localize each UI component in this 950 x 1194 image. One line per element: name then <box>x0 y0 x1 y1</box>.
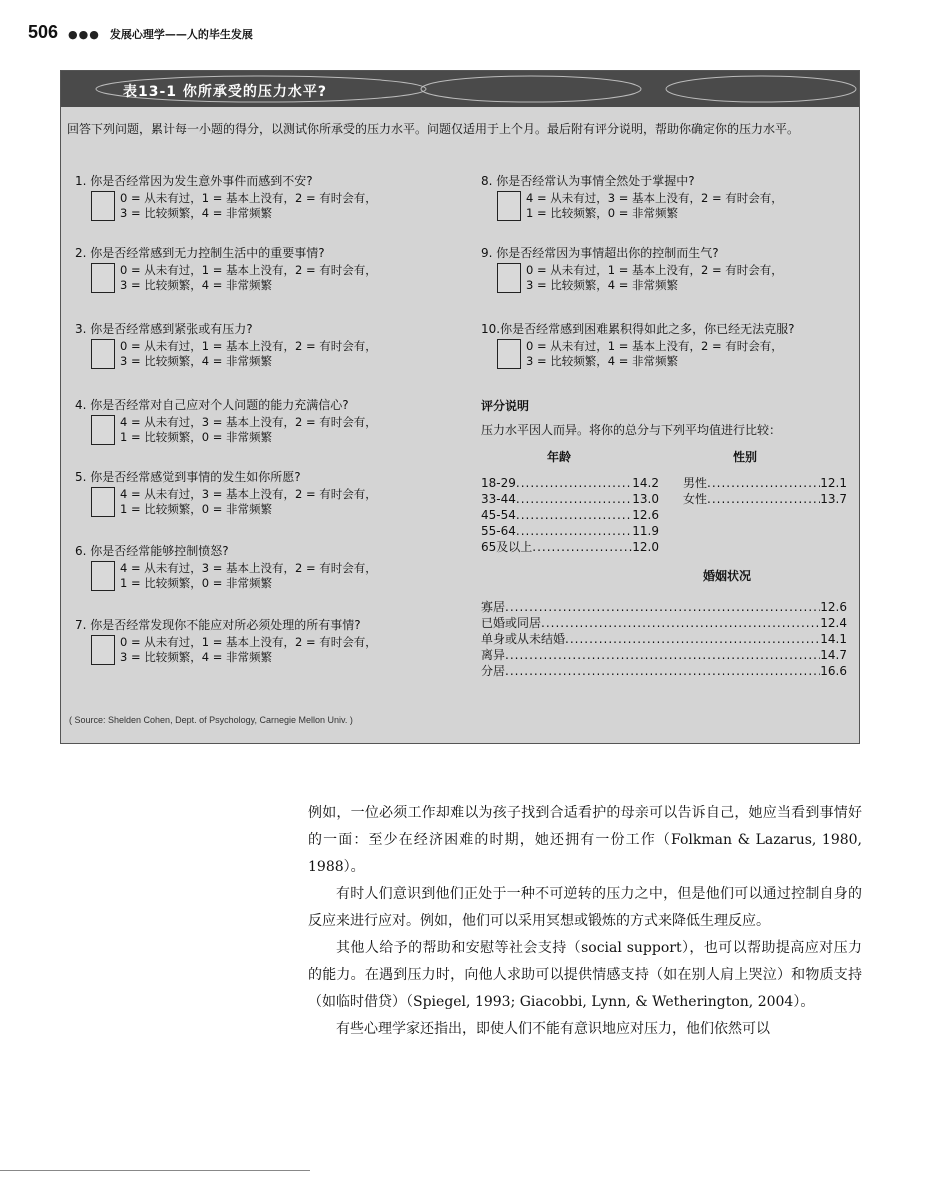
answer-box[interactable] <box>497 263 521 293</box>
paragraph: 例如，一位必须工作却难以为孩子找到合适看护的母亲可以告诉自己，她应当看到事情好的一面：至少在经济困难的时期，她还拥有一份工作（Folkman & Lazarus, 1980, 1988）。 <box>308 805 862 875</box>
answer-box[interactable] <box>91 561 115 591</box>
running-title: 发展心理学——人的毕生发展 <box>109 28 253 41</box>
question-3: 3. 你是否经常感到紧张或有压力? 0 = 从未有过，1 = 基本上没有，2 = 有时会有， 3 = 比较频繁，4 = 非常频繁 <box>75 322 377 368</box>
paragraph: 其他人给予的帮助和安慰等社会支持（social support），也可以帮助提高应对压力的能力。在遇到压力时，向他人求助可以提供情感支持（如在别人肩上哭泣）和物质支持（如临时借贷）（Spiegel, 1993; Giacobbi, Lynn, & Wetherington, 2004）。 <box>308 940 862 1010</box>
page-number: 506 <box>28 22 59 42</box>
gender-row: 女性 ..... 13.7 <box>683 491 847 507</box>
table-source: ( Source: Shelden Cohen, Dept. of Psychology, Carnegie Mellon Univ. ) <box>69 715 353 725</box>
header-dots: ●●● <box>68 28 100 41</box>
marital-row: 分居 ..... 16.6 <box>481 663 847 679</box>
answer-box[interactable] <box>91 191 115 221</box>
answer-box[interactable] <box>91 263 115 293</box>
stress-table-box <box>60 70 860 744</box>
question-9: 9. 你是否经常因为事情超出你的控制而生气? 0 = 从未有过，1 = 基本上没有，2 = 有时会有， 3 = 比较频繁，4 = 非常频繁 <box>481 246 783 292</box>
question-7: 7. 你是否经常发现你不能应对所必须处理的所有事情? 0 = 从未有过，1 = 基本上没有，2 = 有时会有， 3 = 比较频繁，4 = 非常频繁 <box>75 618 377 664</box>
question-5: 5. 你是否经常感觉到事情的发生如你所愿? 4 = 从未有过，3 = 基本上没有，2 = 有时会有， 1 = 比较频繁，0 = 非常频繁 <box>75 470 377 516</box>
gender-row: 男性 ..... 12.1 <box>683 475 847 491</box>
question-10: 10.你是否经常感到困难累积得如此之多，你已经无法克服? 0 = 从未有过，1 = 基本上没有，2 = 有时会有， 3 = 比较频繁，4 = 非常频繁 <box>481 322 795 368</box>
question-2: 2. 你是否经常感到无力控制生活中的重要事情? 0 = 从未有过，1 = 基本上没有，2 = 有时会有， 3 = 比较频繁，4 = 非常频繁 <box>75 246 377 292</box>
answer-box[interactable] <box>497 339 521 369</box>
question-8: 8. 你是否经常认为事情全然处于掌握中? 4 = 从未有过，3 = 基本上没有，2 = 有时会有， 1 = 比较频繁，0 = 非常频繁 <box>481 174 783 220</box>
question-4: 4. 你是否经常对自己应对个人问题的能力充满信心? 4 = 从未有过，3 = 基本上没有，2 = 有时会有， 1 = 比较频繁，0 = 非常频繁 <box>75 398 377 444</box>
table-intro: 回答下列问题，累计每一小题的得分，以测试你所承受的压力水平。问题仅适用于上个月。最后附有评分说明，帮助你确定你的压力水平。 <box>67 122 800 136</box>
table-title-bar <box>61 71 859 107</box>
scoring-title: 评分说明 <box>481 399 530 413</box>
answer-box[interactable] <box>497 191 521 221</box>
footer-rule <box>0 1170 310 1171</box>
page-header <box>28 22 253 43</box>
answer-box[interactable] <box>91 415 115 445</box>
table-title: 表13-1 你所承受的压力水平? <box>123 84 328 100</box>
marital-row: 单身或从未结婚 ..... 14.1 <box>481 631 847 647</box>
body-text <box>308 800 862 1043</box>
marital-row: 寡居 ..... 12.6 <box>481 599 847 615</box>
age-row: 55-64 ..... 11.9 <box>481 523 659 539</box>
scoring-desc: 压力水平因人而异。将你的总分与下列平均值进行比较： <box>481 423 782 437</box>
age-row: 33-44 ..... 13.0 <box>481 491 659 507</box>
marital-header: 婚姻状况 <box>703 569 752 583</box>
question-1: 1. 你是否经常因为发生意外事件而感到不安? 0 = 从未有过，1 = 基本上没有，2 = 有时会有， 3 = 比较频繁，4 = 非常频繁 <box>75 174 377 220</box>
answer-box[interactable] <box>91 635 115 665</box>
gender-header: 性别 <box>733 450 758 464</box>
age-row: 18-29 ..... 14.2 <box>481 475 659 491</box>
answer-box[interactable] <box>91 339 115 369</box>
paragraph: 有些心理学家还指出，即使人们不能有意识地应对压力，他们依然可以 <box>336 1021 770 1037</box>
marital-row: 已婚或同居 ..... 12.4 <box>481 615 847 631</box>
age-row: 65及以上 ..... 12.0 <box>481 539 659 555</box>
age-header: 年龄 <box>547 450 572 464</box>
answer-box[interactable] <box>91 487 115 517</box>
question-6: 6. 你是否经常能够控制愤怒? 4 = 从未有过，3 = 基本上没有，2 = 有时会有， 1 = 比较频繁，0 = 非常频繁 <box>75 544 377 590</box>
marital-row: 离异 ..... 14.7 <box>481 647 847 663</box>
age-row: 45-54 ..... 12.6 <box>481 507 659 523</box>
paragraph: 有时人们意识到他们正处于一种不可逆转的压力之中，但是他们可以通过控制自身的反应来进行应对。例如，他们可以采用冥想或锻炼的方式来降低生理反应。 <box>308 886 862 929</box>
